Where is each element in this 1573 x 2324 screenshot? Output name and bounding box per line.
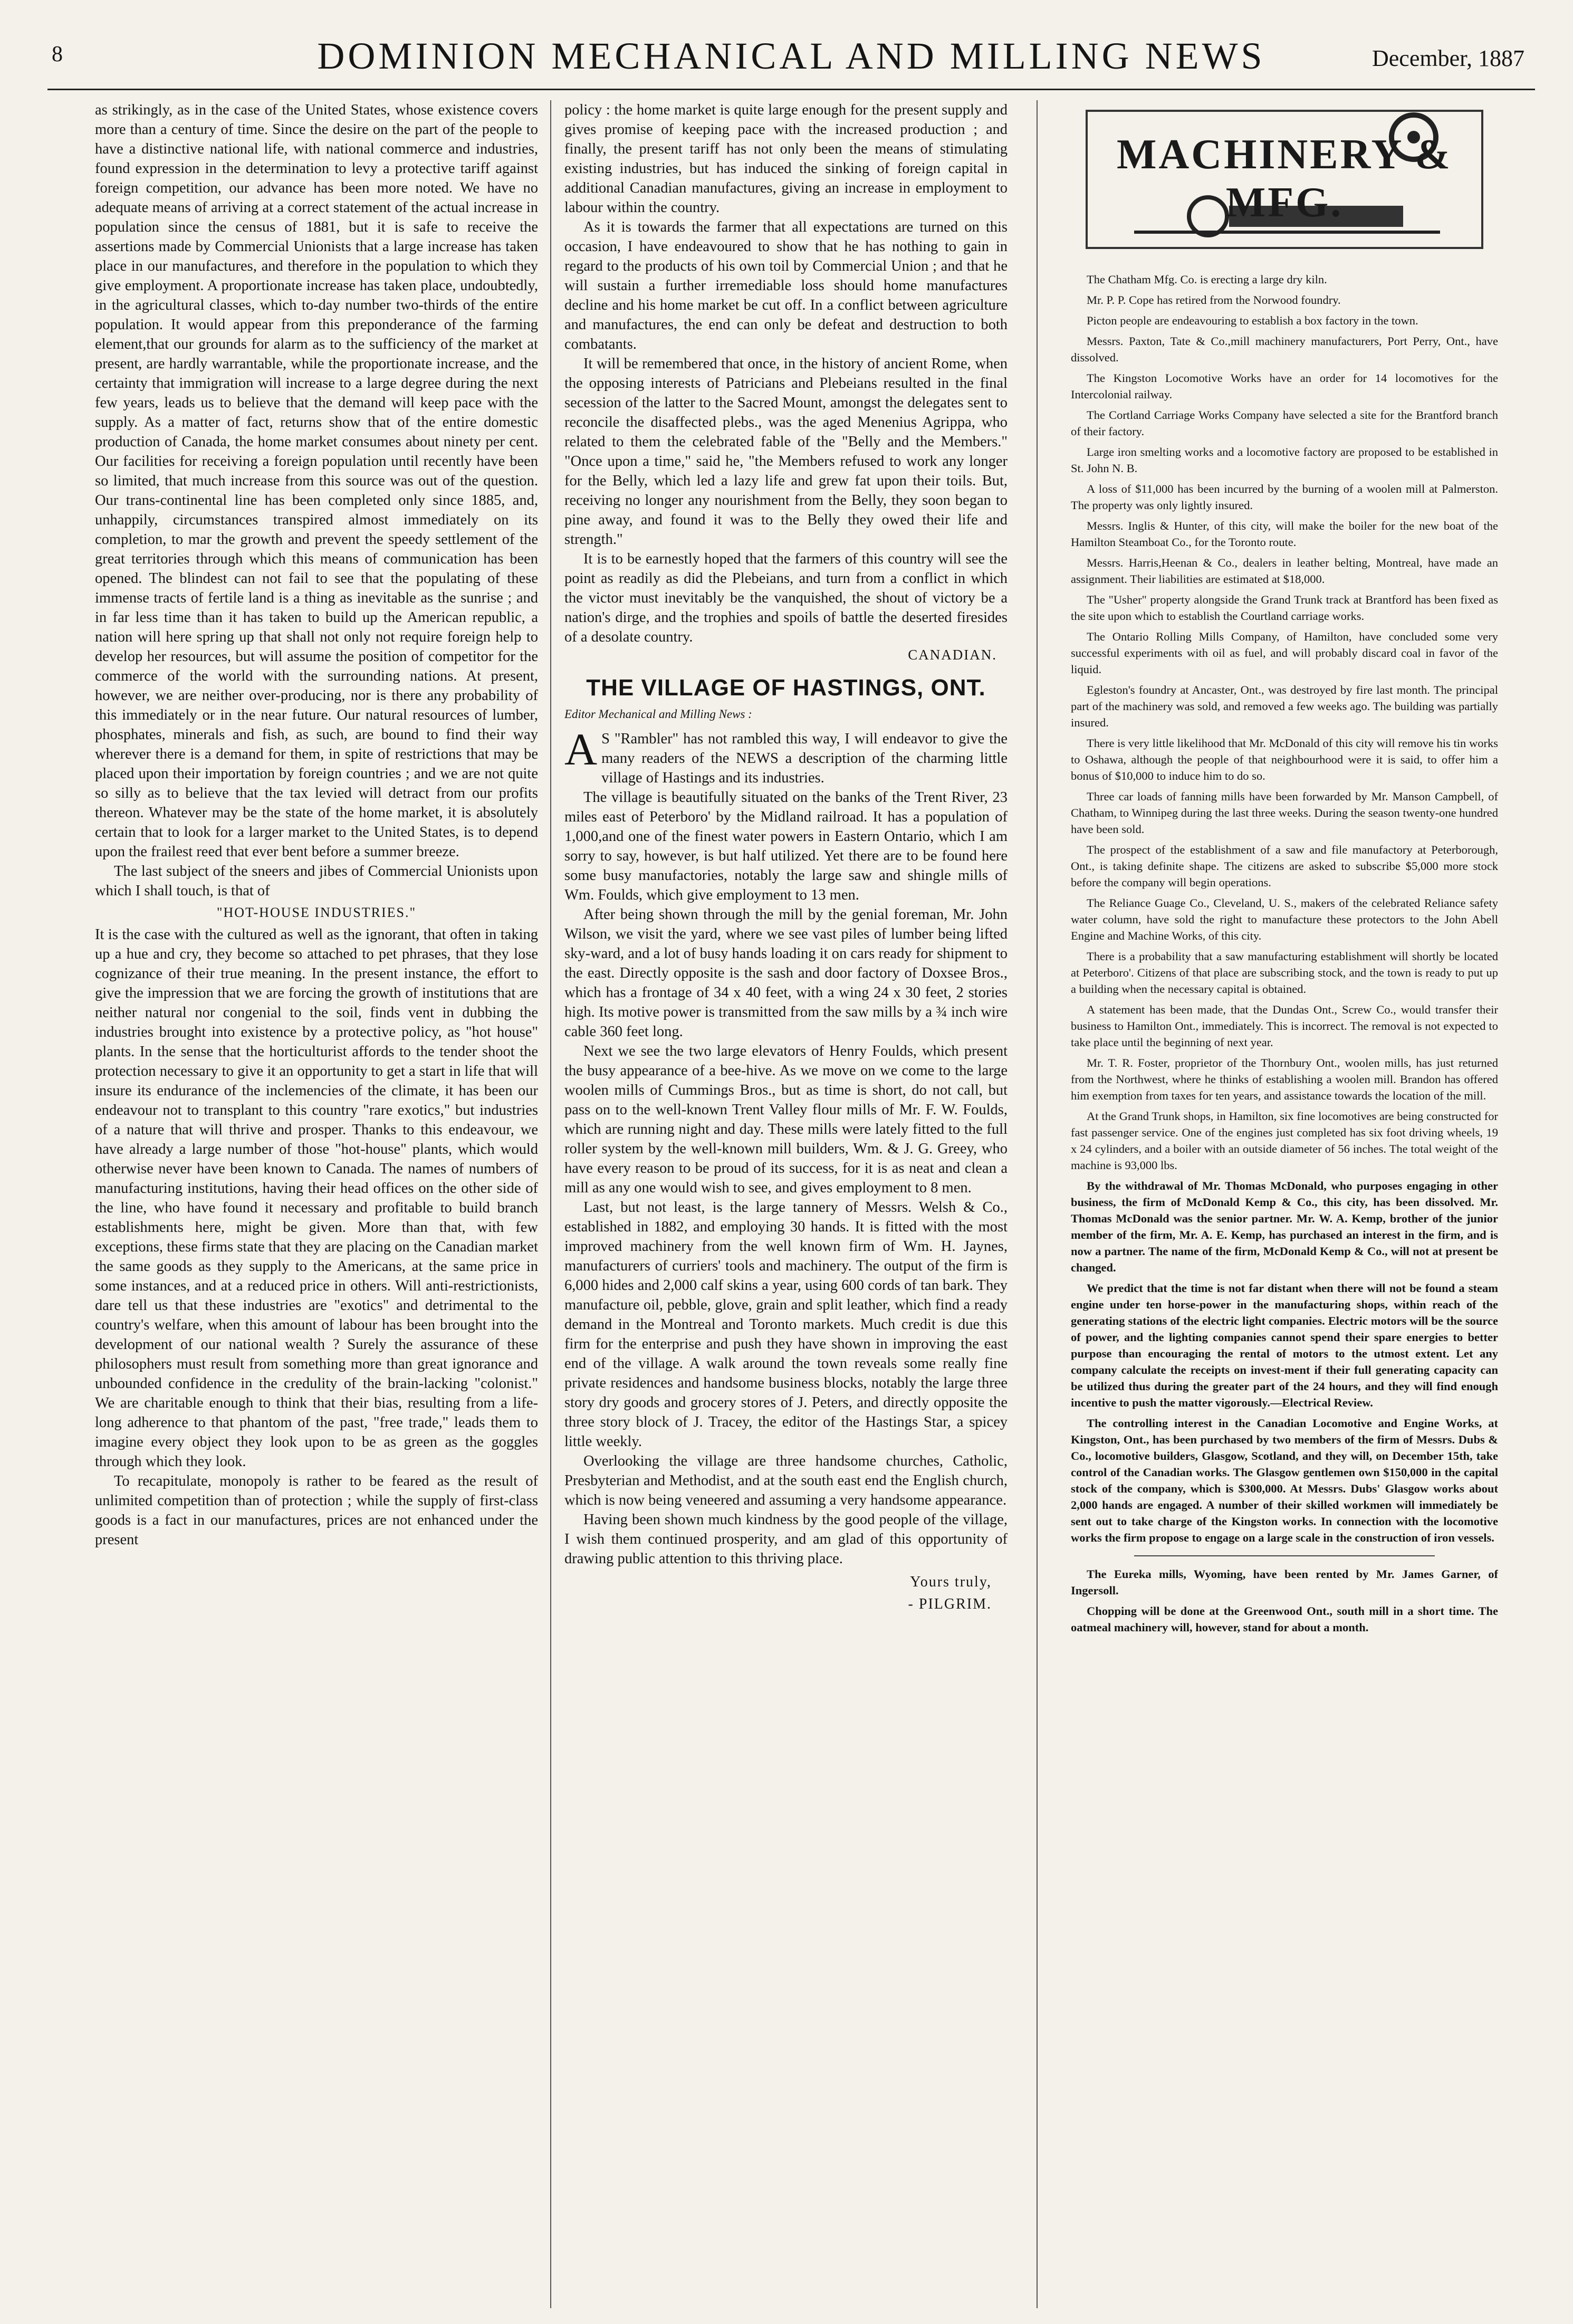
subheading: "HOT-HOUSE INDUSTRIES." bbox=[216, 905, 417, 920]
page-header bbox=[47, 29, 1535, 76]
news-item: A loss of $11,000 has been incurred by the burning of a woolen mill at Palmerston. The property was only lightly insured. bbox=[1071, 482, 1498, 512]
news-item: There is very little likelihood that Mr. McDonald of this city will remove his tin works to Oshawa, although the people of that neighbourhood were it is said, to offer him a bonus of $10,000 to induce him to do so. bbox=[1071, 737, 1498, 782]
news-item: The Eureka mills, Wyoming, have been rented by Mr. James Garner, of Ingersoll. bbox=[1071, 1567, 1498, 1597]
news-item: Mr. P. P. Cope has retired from the Norwood foundry. bbox=[1087, 293, 1341, 307]
news-item: By the withdrawal of Mr. Thomas McDonald, who purposes engaging in other business, the firm of McDonald Kemp & Co., this city, has been dissolved. Mr. Thomas McDonald was the senior partner. Mr. W. A. Kemp, brother of the junior member of the firm, Mr. A. E. Kemp, has purchased an interest in the firm, and is now a partner. The name of the firm, McDonald Kemp & Co., will not at present be changed. bbox=[1071, 1179, 1498, 1274]
drop-cap: A bbox=[564, 724, 598, 774]
column-divider bbox=[1037, 100, 1038, 2308]
news-item: Picton people are endeavouring to establish a box factory in the town. bbox=[1087, 314, 1418, 327]
news-item: The controlling interest in the Canadian Locomotive and Engine Works, at Kingston, Ont., has been purchased by two members of the firm of Messrs. Dubs & Co., locomotive builders, Glasgow, Scotland, and they will, on December 15th, take control of the Canadian works. The Glasgow gentlemen own $150,000 in the capital stock of the company, which is $300,000. At Messrs. Dubs' Glasgow works about 2,000 hands are engaged. A number of their skilled workmen will immediately be sent out to take charge of the Kingston works. In connection with the locomotive works the firm propose to engage on a large scale in the construction of iron vessels. bbox=[1071, 1417, 1498, 1544]
news-item: Messrs. Paxton, Tate & Co.,mill machinery manufacturers, Port Perry, Ont., have dissolved. bbox=[1071, 334, 1498, 364]
separator bbox=[1134, 1555, 1435, 1556]
news-item: The Cortland Carriage Works Company have selected a site for the Brantford branch of their factory. bbox=[1071, 408, 1498, 438]
first-paragraph-text: S "Rambler" has not rambled this way, I will endeavor to give the many readers of the NEWS a description of the charming little village of Hastings and its industries. bbox=[601, 731, 1008, 786]
news-item: Three car loads of fanning mills have been forwarded by Mr. Manson Campbell, of Chatham, to Winnipeg during the last three weeks. During the season twenty-one hundred have been sold. bbox=[1071, 790, 1498, 836]
page-number: 8 bbox=[52, 42, 63, 66]
masthead-title: DOMINION MECHANICAL AND MILLING NEWS bbox=[317, 35, 1265, 77]
article-first-paragraph bbox=[564, 724, 1008, 788]
news-item: The Ontario Rolling Mills Company, of Hamilton, have concluded some very successful experiments with oil as fuel, and will probably discard coal in favor of the liquid. bbox=[1071, 630, 1498, 676]
column-2 bbox=[564, 100, 1008, 2308]
news-item: A statement has been made, that the Dundas Ont., Screw Co., would transfer their business to Hamilton Ont., immediately. This is incorrect. The removal is not expected to take place until the beginning of next year. bbox=[1071, 1003, 1498, 1049]
news-item: Messrs. Harris,Heenan & Co., dealers in leather belting, Montreal, have made an assignment. Their liabilities are estimated at $18,000. bbox=[1071, 556, 1498, 586]
header-rule bbox=[47, 89, 1535, 90]
news-item: At the Grand Trunk shops, in Hamilton, six fine locomotives are being constructed for fast passenger service. One of the engines just completed has six foot driving wheels, 19 x 24 cylinders, and a boiler with an outside diameter of 56 inches. The total weight of the machine is 93,000 lbs. bbox=[1071, 1110, 1498, 1172]
article-title: THE VILLAGE OF HASTINGS, ONT. bbox=[586, 675, 986, 701]
paragraph: To recapitulate, monopoly is rather to be feared as the result of unlimited competition than of protection ; while the supply of first-class goods is a fact in our manufactures, prices are not enhanced under the present bbox=[95, 1473, 538, 1548]
news-item: Messrs. Inglis & Hunter, of this city, will make the boiler for the new boat of the Hamilton Steamboat Co., for the Toronto route. bbox=[1071, 519, 1498, 549]
news-item: The prospect of the establishment of a saw and file manufactory at Peterborough, Ont., is taking definite shape. The citizens are asked to subscribe $5,000 more stock before the company will begin operations. bbox=[1071, 843, 1498, 889]
paragraph: It will be remembered that once, in the history of ancient Rome, when the opposing interests of Patricians and Plebeians resulted in the final secession of the latter to the Sacred Mount, amongst the delegates sent to reconcile the disaffected plebs., was the aged Menenius Agrippa, who related to them the celebrated fable of the "Belly and the Members." "Once upon a time," said he, "the Members refused to work any longer for the Belly, which led a lazy life and grew fat upon their toils. But, receiving no longer any nourishment from the Belly, they soon began to pine away, and found it was to the Belly they owed their life and strength." bbox=[564, 356, 1008, 548]
paragraph: The village is beautifully situated on the banks of the Trent River, 23 miles east of Peterboro' by the Midland railroad. It has a population of 1,000,and one of the finest water powers in Eastern Ontario, which I am sorry to say, however, is but half utilized. Yet there are to be found here some busy manufactories, notably the large saw and shingle mills of Wm. Foulds, which give employment to 13 men. bbox=[564, 789, 1008, 903]
paragraph: It is to be earnestly hoped that the farmers of this country will see the point as readily as did the Plebeians, and turn from a conflict in which the victor must inevitably be the vanquished, the shout of victory be a nation's dirge, and the trophies and spoils of battle the deserted firesides of a desolate country. bbox=[564, 551, 1008, 645]
news-item: Large iron smelting works and a locomotive factory are proposed to be established in St. John N. B. bbox=[1071, 445, 1498, 475]
news-item: Chopping will be done at the Greenwood Ont., south mill in a short time. The oatmeal machinery will, however, stand for about a month. bbox=[1071, 1604, 1498, 1634]
paragraph: Having been shown much kindness by the good people of the village, I wish them continued prosperity, and am glad of this opportunity of drawing public attention to this thriving place. bbox=[564, 1512, 1008, 1567]
paragraph: It is the case with the cultured as well as the ignorant, that often in taking up a hue and cry, they become so attached to pet phrases, that they lose cognizance of their true meaning. In the present instance, the effort to give the impression that we are forcing the growth of institutions that are neither natural nor congenial to the soil, finds vent in dubbing the industries brought into existence by a protective policy, as "hot house" plants. In the sense that the horticulturist affords to the tender shoot the protection necessary to give it an opportunity to get a start in life that will insure its endurance of the inclemencies of the climate, it has been our endeavour not to transplant to this country "rare exotics," but industries of a nature that will thrive and prosper. Thanks to this endeavour, we have already a large number of those "hot-house" plants, which would otherwise never have been known to Canada. The names of numbers of manufacturing institutions, having their head offices on the other side of the line, who have found it necessary and profitable to build branch establishments here, might be given. More than that, with few exceptions, these firms state that they are placing on the Canadian market the same goods as they supply to the Americans, at the same price in some instances, and at a reduced price in others. Will anti-restrictionists, dare tell us that these industries are "exotics" and detrimental to the country's welfare, when this amount of labour has been brought into the development of our national wealth ? Surely the assurance of these philosophers must result from something more than great ignorance and unbounded confidence in the credulity of the brain-lacking "colonist." We are charitable enough to think that their bias, resulting from a life-long adherence to that phantom of the past, "free trade," leads them to imagine every object they look upon to be as green as the goggles through which they look. bbox=[95, 926, 538, 1470]
news-item: The Chatham Mfg. Co. is erecting a large dry kiln. bbox=[1087, 273, 1327, 286]
signature-canadian: CANADIAN. bbox=[908, 647, 997, 663]
editor-line: Editor Mechanical and Milling News : bbox=[564, 707, 752, 721]
news-item: The Kingston Locomotive Works have an order for 14 locomotives for the Intercolonial railway. bbox=[1071, 371, 1498, 401]
logo-text: MACHINERY & MFG. bbox=[1117, 131, 1452, 226]
paragraph: Overlooking the village are three handsome churches, Catholic, Presbyterian and Methodist, and at the south east end the English church, which is now being veneered and assuming a very handsome appearance. bbox=[564, 1453, 1008, 1508]
news-item: The Reliance Guage Co., Cleveland, U. S., makers of the celebrated Reliance safety water column, have sold the right to manufacture these protectors to the John Abell Engine and Machine Works, of this city. bbox=[1071, 896, 1498, 942]
news-item: The "Usher" property alongside the Grand Trunk track at Brantford has been fixed as the site upon which to establish the Courtland carriage works. bbox=[1071, 593, 1498, 623]
news-item: We predict that the time is not far distant when there will not be found a steam engine under ten horse-power in the manufacturing shops, within reach of the generating stations of the electric light companies. Electric motors will be the source of power, and the lighting companies cannot spend their spare energies to better purpose than encouraging the rental of motors to the utmost extent. Let any company calculate the receipts on invest-ment if their full generating capacity can be utilized thus during the greater part of the 24 hours, and they will find enough incentive to push the matter vigorously.—Electrical Review. bbox=[1071, 1281, 1498, 1409]
paragraph: policy : the home market is quite large enough for the present supply and gives promise of keeping pace with the increased production ; and finally, the present tariff has not only been the means of stimulating existing industries, but has induced the sinking of foreign capital in additional Canadian manufactures, giving an increase in employment to labour within the country. bbox=[564, 102, 1008, 216]
column-3 bbox=[1071, 100, 1498, 2308]
news-item: Egleston's foundry at Ancaster, Ont., was destroyed by fire last month. The principal part of the machinery was sold, and removed a few weeks ago. The building was partially insured. bbox=[1071, 683, 1498, 729]
paragraph: The last subject of the sneers and jibes of Commercial Unionists upon which I shall touch, is that of bbox=[95, 863, 538, 899]
closing: Yours truly, bbox=[910, 1574, 992, 1590]
column-divider bbox=[550, 100, 551, 2308]
issue-date: December, 1887 bbox=[1371, 45, 1524, 71]
column-1 bbox=[95, 100, 538, 2308]
news-item: Mr. T. R. Foster, proprietor of the Thornbury Ont., woolen mills, has just returned from the Northwest, where he thinks of establishing a woolen mill. Brandon has offered him exemption from taxes for ten years, and assistance towards the location of the mill. bbox=[1071, 1056, 1498, 1102]
machinery-logo-icon bbox=[1071, 100, 1498, 259]
paragraph: Next we see the two large elevators of Henry Foulds, which present the busy appearance of a bee-hive. As we move on we come to the large woolen mills of Cummings Bros., but as time is short, do not call, but pass on to the well-known Trent Valley flour mills of Mr. F. W. Foulds, which are running night and day. These mills were lately fitted to the full roller system by the well-known mill builders, Wm. & J. G. Greey, who have every reason to be proud of its success, for it is as neat and clean a mill as any one would wish to see, and gives employment to 8 men. bbox=[564, 1043, 1008, 1196]
signature-pilgrim: - PILGRIM. bbox=[908, 1596, 992, 1612]
paragraph: as strikingly, as in the case of the United States, whose existence covers more than a century of time. Since the desire on the part of the people to have a distinctive national life, with national commerce and industries, found expression in the determination to levy a protective tariff against foreign competition, our advance has been more noted. We have no adequate means of arriving at a correct statement of the actual increase in population since the census of 1881, but it is safe to receive the assertions made by Commercial Unionists that a large increase has taken place in our manufactures, and therefore in the population to which they give employment. A proportionate increase has taken place, undoubtedly, in the agricultural classes, which to-day number two-thirds of the entire population. It would appear from this preponderance of the farming element,that our grounds for alarm as to the sufficiency of the market at present, are hardly warrantable, while the proportionate increase, and the certainty that immigration will increase to a large degree during the next few years, leads us to believe that the demand will keep pace with the supply. As a matter of fact, returns show that of the entire domestic production of Canada, the home market consumes about ninety per cent. Our facilities for receiving a foreign population until recently have been so limited, that much increase from this source was out of the question. Our trans-continental line has been completed only since 1885, and, unhappily, circumstances transpired almost immediately on its completion, to mar the growth and prevent the speedy settlement of the great territories through which this means of communication has been opened. The blindest can not fail to see that the populating of these immense tracts of fertile land is a thing as inevitable as the sunrise ; and in far less time than it has taken to build up the American republic, a nation will here spring up that shall not only not require foreign help to develop her resources, but will assume the position of competitor for the commerce of the world with the surrounding nations. At present, however, we are neither over-producing, nor is there any probability of this immediately or in the near future. Our natural resources of lumber, phosphates, minerals and fish, as such, are bound to find their way wherever there is a demand for them, in spite of restrictions that may be placed upon their importation by foreign countries ; and we are not quite so silly as to believe that the tax levied will detract from our profits thereon. Whatever may be the state of the home market, it is absolutely certain that to look for a larger market to the United States, is to depend upon the frailest reed that ever bent before a summer breeze. bbox=[95, 102, 538, 860]
paragraph: Last, but not least, is the large tannery of Messrs. Welsh & Co., established in 1882, and employing 30 hands. It is fitted with the most improved machinery from the well known firm of Wm. H. Jaynes, manufacturers of curriers' tools and machinery. The output of the firm is 6,000 hides and 2,000 calf skins a year, using 600 cords of tan bark. They manufacture oil, pebble, glove, grain and split leather, which find a ready demand in the Montreal and Toronto markets. Much credit is due this firm for the enterprise and push they have shown in improving the east end of the village. A walk around the town reveals some really fine private residences and handsome business blocks, notably the large three story dry goods and grocery stores of J. Peters, and directly opposite the three story block of J. Tracey, the editor of the Hastings Star, a spicey little weekly. bbox=[564, 1199, 1008, 1450]
news-item: There is a probability that a saw manufacturing establishment will shortly be located at Peterboro'. Citizens of that place are subscribing stock, and the town is ready to put up a building when the necessary capital is obtained. bbox=[1071, 950, 1498, 996]
paragraph: As it is towards the farmer that all expectations are turned on this occasion, I have endeavoured to show that he has nothing to gain in regard to the products of his own toil by Commercial Union ; and that he will sustain a further irremediable loss should home manufactures decline and his home market be cut off. In a conflict between agriculture and manufactures, the end can only be defeat and destruction to both combatants. bbox=[564, 219, 1008, 352]
paragraph: After being shown through the mill by the genial foreman, Mr. John Wilson, we visit the yard, where we see vast piles of lumber being lifted sky-ward, and a lot of busy hands loading it on cars ready for shipment to the east. Directly opposite is the sash and door factory of Doxsee Bros., which has a frontage of 34 x 40 feet, with a wing 24 x 30 feet, 2 stories high. Its motive power is transmitted from the saw mills by a ¾ inch wire cable 360 feet long. bbox=[564, 906, 1008, 1040]
